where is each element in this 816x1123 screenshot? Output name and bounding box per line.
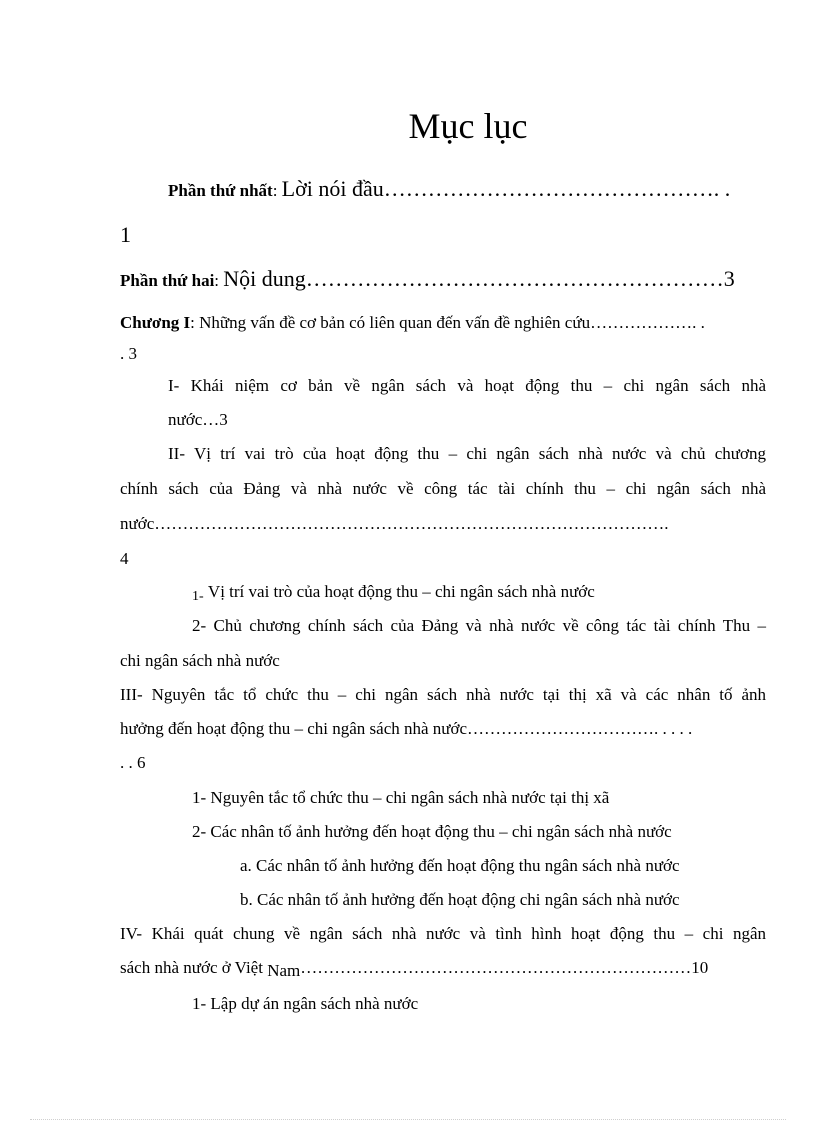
- toc-entry-section-2-cont: chính sách của Đảng và nhà nước về công tác tài chính thu – chi ngân sách nhà: [120, 479, 766, 498]
- toc-entry-section-2-1: [192, 581, 595, 605]
- toc-text: Vị trí vai trò của hoạt động thu – chi ngân sách nhà nước: [207, 582, 595, 601]
- toc-entry-section-2-2-cont: chi ngân sách nhà nước: [120, 651, 280, 670]
- toc-entry-part2: [120, 264, 735, 296]
- toc-text: Nội dung: [223, 266, 306, 291]
- toc-leader-dots: …………………………………………………: [305, 266, 724, 291]
- toc-text: Những vấn đề cơ bản có liên quan đến vấn đề nghiên cứu: [199, 313, 591, 332]
- toc-entry-part1: [168, 174, 730, 206]
- toc-text-shifted: Nam: [267, 961, 301, 980]
- toc-page-number: . 3: [120, 344, 137, 363]
- toc-entry-section-3-2-b: b. Các nhân tố ảnh hưởng đến hoạt động chi ngân sách nhà nước: [240, 890, 680, 909]
- toc-entry-section-2-2: 2- Chủ chương chính sách của Đảng và nhà nước về công tác tài chính Thu –: [192, 616, 766, 635]
- toc-entry-section-3-1: 1- Nguyên tắc tổ chức thu – chi ngân sách nhà nước tại thị xã: [192, 788, 610, 807]
- toc-leader-dots: ………………………………………. .: [383, 176, 731, 201]
- toc-separator: :: [190, 313, 200, 332]
- toc-leader-dots: ………………. .: [590, 313, 705, 332]
- toc-entry-section-2: II- Vị trí vai trò của hoạt động thu – chi ngân sách nhà nước và chủ chương: [168, 444, 766, 463]
- toc-page-number: . . 6: [120, 753, 146, 772]
- page-title: Mục lục: [408, 106, 528, 146]
- toc-entry-section-2-leader: nước……………………………………………………………………………….: [120, 514, 669, 533]
- toc-label: Phần thứ hai: [120, 271, 215, 290]
- toc-entry-section-3-2: 2- Các nhân tố ảnh hưởng đến hoạt động thu – chi ngân sách nhà nước: [192, 822, 672, 841]
- toc-entry-chapter-1: [120, 312, 705, 334]
- toc-entry-section-1-cont: nước…3: [168, 410, 228, 429]
- toc-page-number: 4: [120, 549, 129, 568]
- page-bottom-rule: [30, 1119, 786, 1120]
- toc-separator: :: [272, 181, 282, 200]
- toc-entry-section-3: III- Nguyên tắc tổ chức thu – chi ngân sách nhà nước tại thị xã và các nhân tố ảnh: [120, 685, 766, 704]
- toc-entry-section-4: IV- Khái quát chung về ngân sách nhà nước và tình hình hoạt động thu – chi ngân: [120, 924, 766, 943]
- toc-entry-section-4-1: 1- Lập dự án ngân sách nhà nước: [192, 994, 419, 1013]
- toc-leader-dots: ……………………………………………………………10: [300, 958, 709, 977]
- toc-label: Chương I: [120, 313, 191, 332]
- toc-entry-section-3-cont: hưởng đến hoạt động thu – chi ngân sách nhà nước……………………………. . . . .: [120, 719, 693, 738]
- toc-separator: :: [214, 271, 224, 290]
- toc-number: 1-: [192, 589, 204, 604]
- toc-text: sách nhà nước ở Việt: [120, 958, 263, 977]
- toc-text: Lời nói đầu: [281, 176, 384, 201]
- toc-entry-section-3-2-a: a. Các nhân tố ảnh hưởng đến hoạt động thu ngân sách nhà nước: [240, 856, 680, 875]
- toc-page-number: 1: [120, 222, 131, 247]
- toc-entry-section-4-cont: [120, 957, 708, 979]
- toc-label: Phần thứ nhất: [168, 181, 273, 200]
- toc-page-number: 3: [723, 266, 735, 291]
- toc-entry-section-1: I- Khái niệm cơ bản về ngân sách và hoạt động thu – chi ngân sách nhà: [168, 376, 766, 395]
